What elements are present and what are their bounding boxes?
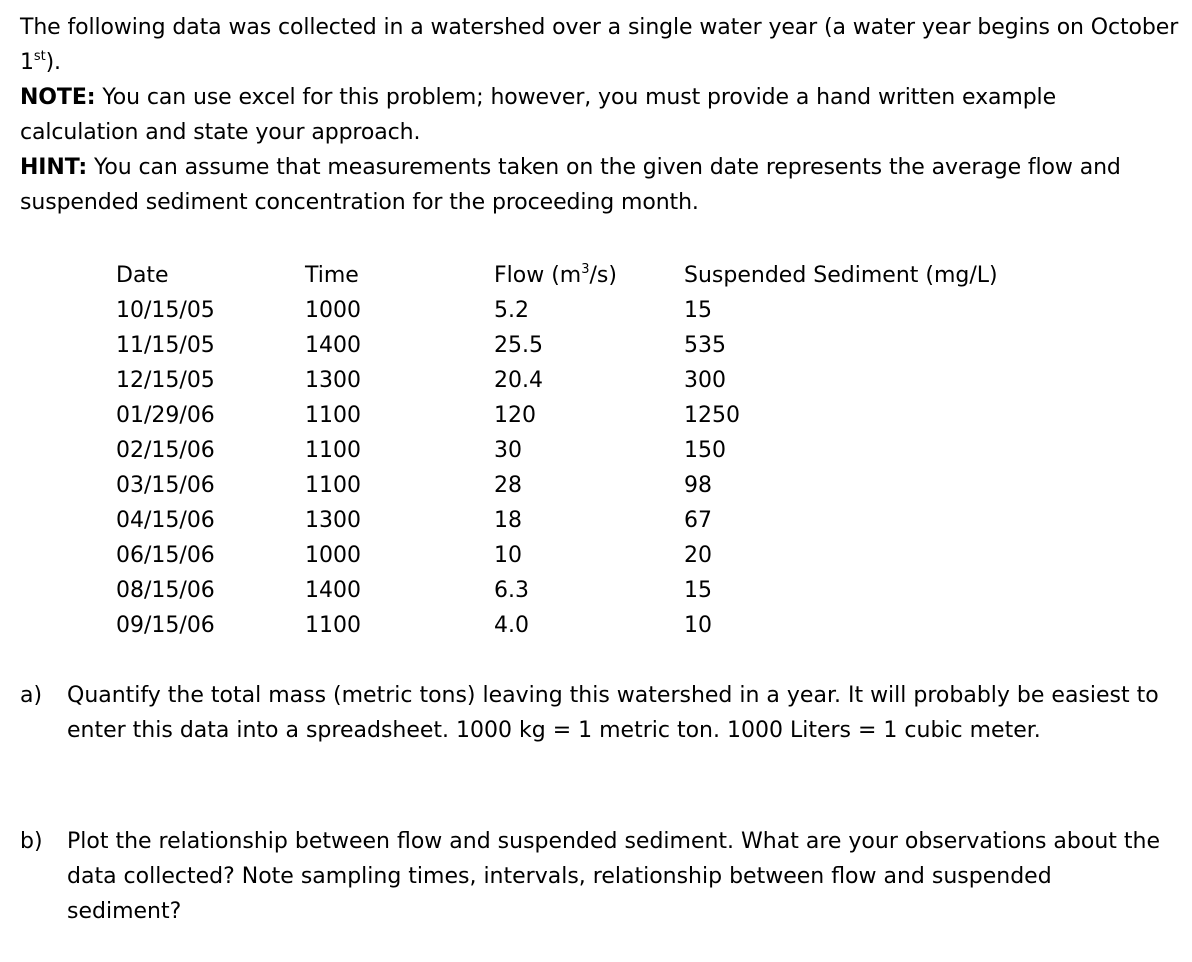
question-b: [20, 824, 1170, 929]
hint-text: You can assume that measurements taken on the given date represents the average flow and suspended sediment concentration for the proceeding month.: [20, 155, 1121, 215]
cell-time: 1000: [305, 298, 361, 323]
cell-date: 11/15/05: [116, 333, 215, 358]
cell-flow: 20.4: [494, 368, 543, 393]
cell-sediment: 10: [684, 613, 712, 638]
header-flow-exponent: 3: [581, 261, 590, 277]
cell-date: 04/15/06: [116, 508, 215, 533]
cell-date: 12/15/05: [116, 368, 215, 393]
note-text: You can use excel for this problem; however, you must provide a hand written example calculation and state your approach.: [20, 85, 1057, 145]
question-a: [20, 678, 1170, 748]
header-sediment: Suspended Sediment (mg/L): [684, 263, 998, 288]
cell-time: 1100: [305, 403, 361, 428]
header-flow-text: Flow (m: [494, 263, 582, 288]
cell-sediment: 15: [684, 298, 712, 323]
cell-time: 1300: [305, 508, 361, 533]
cell-sediment: 20: [684, 543, 712, 568]
cell-sediment: 98: [684, 473, 712, 498]
cell-time: 1100: [305, 438, 361, 463]
cell-flow: 5.2: [494, 298, 529, 323]
cell-time: 1100: [305, 613, 361, 638]
cell-sediment: 535: [684, 333, 726, 358]
intro-text-end: ).: [45, 50, 61, 75]
cell-sediment: 1250: [684, 403, 740, 428]
cell-flow: 28: [494, 473, 522, 498]
cell-flow: 30: [494, 438, 522, 463]
header-flow-unit-end: /s): [589, 263, 617, 288]
cell-date: 01/29/06: [116, 403, 215, 428]
cell-sediment: 150: [684, 438, 726, 463]
cell-flow: 25.5: [494, 333, 543, 358]
cell-flow: 6.3: [494, 578, 529, 603]
header-flow: [494, 258, 617, 293]
question-a-label: a): [20, 683, 43, 708]
cell-flow: 18: [494, 508, 522, 533]
hint-label: HINT:: [20, 155, 88, 180]
cell-time: 1100: [305, 473, 361, 498]
cell-date: 02/15/06: [116, 438, 215, 463]
cell-sediment: 15: [684, 578, 712, 603]
cell-sediment: 67: [684, 508, 712, 533]
cell-sediment: 300: [684, 368, 726, 393]
intro-paragraph: [20, 10, 1180, 80]
problem-intro: [20, 10, 1180, 220]
cell-flow: 10: [494, 543, 522, 568]
question-a-text: Quantify the total mass (metric tons) leaving this watershed in a year. It will probably be easiest to enter this data into a spreadsheet. 1000 kg = 1 metric ton. 1000 Liters = 1 cubic meter.: [67, 683, 1159, 743]
cell-flow: 4.0: [494, 613, 529, 638]
cell-date: 10/15/05: [116, 298, 215, 323]
ordinal-suffix: st: [33, 48, 46, 64]
cell-date: 06/15/06: [116, 543, 215, 568]
header-date: Date: [116, 263, 169, 288]
cell-date: 09/15/06: [116, 613, 215, 638]
cell-time: 1400: [305, 333, 361, 358]
header-time: Time: [305, 263, 359, 288]
note-paragraph: [20, 80, 1180, 150]
intro-text: The following data was collected in a watershed over a single water year (a water year begins on October 1: [20, 15, 1179, 75]
question-b-label: b): [20, 829, 43, 854]
cell-time: 1300: [305, 368, 361, 393]
cell-flow: 120: [494, 403, 536, 428]
cell-date: 08/15/06: [116, 578, 215, 603]
cell-date: 03/15/06: [116, 473, 215, 498]
note-label: NOTE:: [20, 85, 96, 110]
cell-time: 1000: [305, 543, 361, 568]
question-b-text: Plot the relationship between flow and suspended sediment. What are your observations about the data collected? Note sampling times, intervals, relationship between flow and suspended sediment?: [67, 829, 1161, 924]
cell-time: 1400: [305, 578, 361, 603]
hint-paragraph: [20, 150, 1180, 220]
